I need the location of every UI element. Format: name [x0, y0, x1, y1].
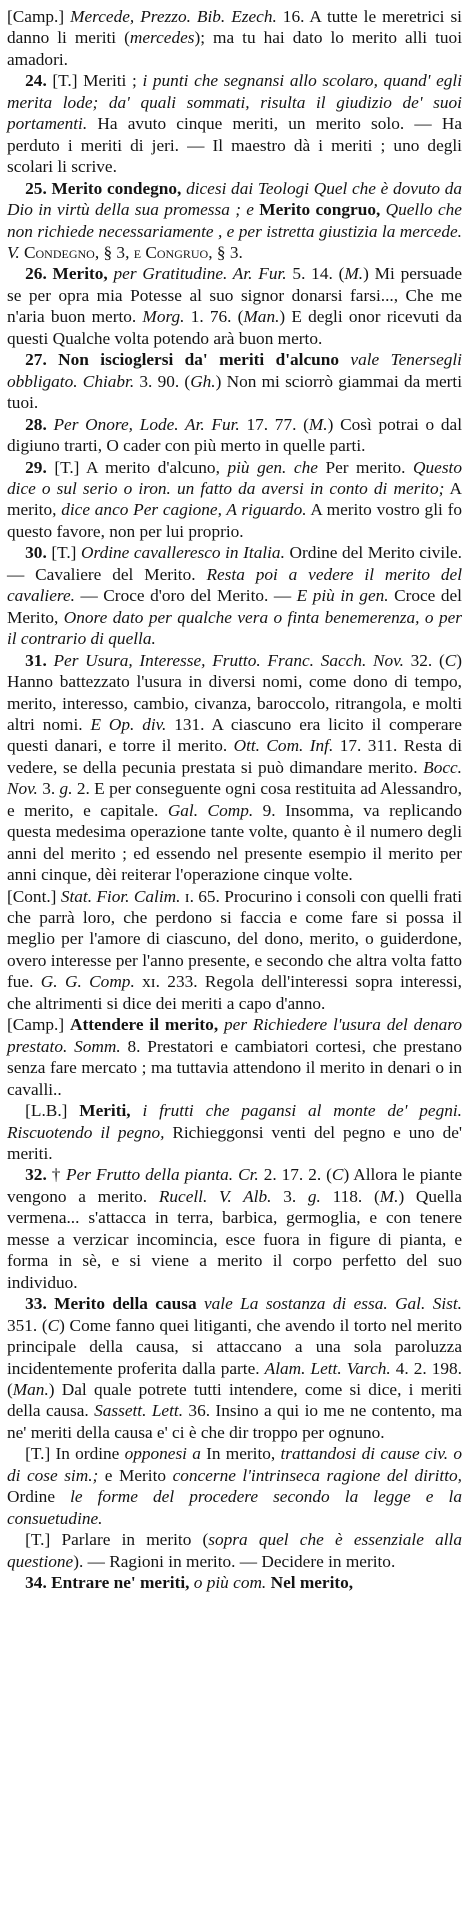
text-run: Morg. — [142, 307, 185, 327]
text-run: [Camp.] — [7, 7, 71, 26]
text-run: per Richiedere l'usura del denaro prestato. Somm. — [7, 1015, 462, 1056]
dictionary-entry — [7, 1443, 462, 1529]
text-run: vale Tenersegli obbligato. Chiabr. — [7, 350, 462, 391]
text-run: le forme del procedere secondo la legge e la consuetudine. — [7, 1487, 463, 1528]
text-run: 3. 90. ( — [134, 371, 191, 391]
text-run: Rucell. V. Alb. — [158, 1186, 272, 1206]
text-run: e Merito — [98, 1465, 173, 1485]
text-run: g. — [307, 1186, 321, 1206]
text-run: ); ma tu hai dato lo merito alli tuoi amadori. — [7, 28, 462, 69]
text-run: Onore dato per qualche vera o finta benemerenza, o per il contrario di quella. — [7, 607, 462, 649]
text-run: Sassett. Lett. — [94, 1401, 184, 1421]
text-run: G. G. Comp. — [40, 972, 135, 992]
text-run: Merito congruo, — [259, 200, 386, 220]
text-run: Gh. — [190, 371, 216, 391]
dictionary-entry — [7, 263, 462, 349]
text-run: Croce del Merito, — [7, 586, 462, 627]
text-run: o più com. — [193, 1573, 267, 1593]
text-run: [T.] A merito d'alcuno, — [54, 457, 228, 477]
dictionary-entry — [7, 457, 462, 543]
text-run: 26. Merito, — [25, 264, 114, 284]
text-run: A merito, — [7, 478, 462, 520]
text-run: 3. — [37, 779, 60, 799]
text-run: ) Dal quale potrete tutti intendere, come si dice, i meriti della causa. — [7, 1380, 462, 1421]
text-run: ) Così potrai o dal digiuno trarti, O cader con più merto in quelle parti. — [7, 414, 463, 456]
text-run: ). — Ragioni in merito. — Decidere in merito. — [73, 1551, 396, 1571]
text-run: Questo dice o sul serio o iron. un fatto da aversi in conto di merito; — [7, 457, 462, 498]
text-run: 36. Insino a qui io me ne contento, ma ne' meriti della causa e' ci è che dir troppo per ognuno. — [7, 1401, 463, 1442]
text-run: E Op. div. — [90, 714, 167, 734]
text-run: Ott. Com. Inf. — [233, 736, 334, 756]
text-run: Per merito. — [317, 457, 414, 477]
dictionary-entry — [7, 349, 462, 413]
dictionary-entry — [7, 542, 462, 649]
text-run: 131. A ciascuno era licito il comperare questi danari, e torre il merito. — [7, 714, 462, 756]
text-run: mercedes — [129, 28, 195, 48]
dictionary-entry — [7, 1293, 462, 1443]
text-run: 5. 14. ( — [286, 264, 345, 284]
text-run: più gen. che — [227, 457, 318, 477]
text-run: 30. — [25, 543, 52, 563]
text-run: 27. Non iscioglersi da' meriti d'alcuno — [25, 350, 351, 370]
text-run: ) E degli onor ricevuti da questi Qualche volta potendo arà buon merto. — [7, 307, 462, 348]
text-run: [T.] Meriti ; — [52, 71, 143, 91]
text-run: [Camp.] — [7, 1015, 70, 1035]
text-run: 17. 311. Resta di vedere, se della pecunia prestata si può dimandare merito. — [7, 736, 463, 777]
text-run: 25. Merito condegno, — [25, 178, 187, 198]
dictionary-entry — [7, 1529, 462, 1572]
text-run: i frutti che pagansi al monte de' pegni. Riscuotendo il pegno, — [7, 1101, 462, 1142]
text-run: dice anco Per cagione, A riguardo. — [61, 500, 307, 520]
text-run: [T.] Parlare in merito ( — [25, 1530, 209, 1550]
text-run: Quello che non richiede necessariamente , e per istretta giustizia la mercede. V. — [7, 200, 462, 262]
text-run: Resta poi a vedere il merito del cavaliere. — [7, 564, 462, 606]
text-run: ) Hanno battezzato l'usura in diversi nomi, come dono di tempo, merito, interesso, cambio, civanza, baroccolo, ritrangola, e molti altri nomi. — [7, 650, 462, 734]
dictionary-entry — [7, 650, 462, 886]
text-run: † — [51, 1165, 67, 1185]
text-run: — Croce d'oro del Merito. — — [74, 586, 297, 606]
text-run: A merito vostro gli fo questo favore, non per lui proprio. — [7, 500, 462, 541]
text-run: C — [331, 1165, 344, 1185]
text-run: 32. ( — [403, 650, 445, 670]
text-run: [T.] — [51, 543, 81, 563]
text-run: Per Frutto della pianta. Cr. — [66, 1165, 259, 1185]
text-run: ) Mi persuade se per opra mia Potesse al suo signor donarsi farsi..., Che me n'aria buon merto. — [7, 264, 462, 327]
text-run: Ordine cavalleresco in Italia. — [81, 543, 285, 563]
text-run: 2. E per conseguente ogni cosa restituita ad Alessandro, e merito, e capitale. — [7, 779, 462, 820]
text-run: Alam. Lett. Varch. — [264, 1358, 391, 1378]
dictionary-entry — [7, 414, 462, 457]
text-run: M. — [344, 264, 364, 284]
text-run: 351. ( — [7, 1315, 48, 1335]
dictionary-entry — [7, 1572, 462, 1593]
text-run: 118. ( — [320, 1186, 380, 1206]
dictionary-entry — [7, 178, 462, 264]
text-run: [L.B.] — [25, 1101, 80, 1121]
text-run: 24. — [25, 71, 53, 91]
text-run: 16. A tutte le meretrici si danno li meriti ( — [7, 7, 462, 48]
text-run: M. — [308, 414, 328, 434]
text-run: 3. — [271, 1186, 308, 1206]
text-run: Mercede, Prezzo. Bib. Ezech. — [70, 7, 277, 26]
text-run: Richieggonsi venti del pegno e uno de' meriti. — [7, 1122, 462, 1164]
text-run: 2. 17. 2. ( — [258, 1165, 332, 1185]
text-run: C — [444, 650, 457, 670]
text-run: Ha avuto cinque meriti, un merito solo. — Ha perduto i meriti di jeri. — Il maestro dà i meriti ; uno degli scolari li scrive. — [7, 114, 462, 177]
text-run: M. — [379, 1186, 399, 1206]
text-run: C — [47, 1315, 60, 1335]
dictionary-entry — [7, 1164, 462, 1293]
text-run: [T.] In ordine — [25, 1444, 125, 1464]
text-run: Man. — [12, 1380, 49, 1399]
text-run: g. — [59, 779, 73, 799]
text-run: Ordine del Merito civile. — Cavaliere del Merito. — [7, 543, 462, 584]
text-run: Stat. Fior. Calim. — [60, 886, 181, 906]
text-run: In merito, — [200, 1444, 281, 1464]
dictionary-entry — [7, 6, 462, 70]
text-run: Gal. Comp. — [167, 800, 254, 820]
text-run: vale La sostanza di essa. Gal. Sist. — [204, 1294, 462, 1314]
dictionary-entry — [7, 886, 462, 1015]
text-run: concerne l'intrinseca ragione del diritto, — [172, 1465, 462, 1485]
text-run: xɪ. 233. Regola dell'interessi sopra interessi, che altrimenti si dice dei meriti a capo d'anno. — [7, 972, 462, 1013]
text-run: 34. Entrare ne' meriti, — [25, 1573, 194, 1593]
dictionary-entry — [7, 1100, 462, 1164]
text-run: Meriti, — [79, 1101, 143, 1121]
text-run: Condegno, § 3, e Congruo, § 3. — [19, 242, 243, 262]
text-run: 1. 76. ( — [184, 307, 244, 327]
text-run: 8. Prestatori e cambiatori cortesi, che prestano senza fare mercato ; ma tuttavia attendono il merito in denari o in cavalli.. — [7, 1036, 462, 1099]
text-run: 9. Insomma, va replicando questa medesima operazione tante volte, quanto è il numero degli anni del merito ; ed essendo nel presente esempio il merito per anni cinque, dèi reiterar l'operazione cinque volte. — [7, 800, 462, 885]
text-run: 17. 77. ( — [239, 414, 309, 434]
text-run: Nel merito, — [270, 1573, 354, 1593]
dictionary-entry — [7, 1014, 462, 1100]
text-run: opponesi a — [124, 1444, 201, 1464]
text-run: Ordine — [7, 1487, 71, 1507]
text-run: 31. — [25, 650, 54, 670]
text-run: ) Non mi sciorrò giammai da merti tuoi. — [7, 371, 462, 413]
text-run: ) Allora le piante vengono a merito. — [7, 1165, 463, 1206]
text-run: per Gratitudine. Ar. Fur. — [113, 264, 287, 284]
text-run: ɪ. 65. Procurino i consoli con quelli frati che parrà loro, che perdono si faccia e come fare si possa il meglio per l'amore di ciascuno, del dono, merito, o guiderdone, overo interesse per l'anno presente, e secondo che altra volta fatto fue. — [7, 886, 462, 992]
dictionary-entry — [7, 70, 462, 177]
text-run: [Cont.] — [7, 886, 61, 906]
text-run: dicesi dai Teologi Quel che è dovuto da Dio in virtù della sua promessa ; e — [7, 178, 462, 220]
text-run: Bocc. Nov. — [7, 757, 462, 799]
text-run: Per Onore, Lode. Ar. Fur. — [53, 414, 240, 434]
text-run: 4. 2. 198. ( — [7, 1358, 462, 1399]
text-run: sopra quel che è essenziale alla questione — [7, 1530, 462, 1571]
text-run: 28. — [25, 414, 54, 434]
text-run: E più in gen. — [296, 586, 389, 606]
text-run: Man. — [243, 307, 280, 327]
text-run: ) Quella vermena... s'attacca in terra, barbica, germoglia, e con tenere messe a verzicar incomincia, esce fuora in figure di pianta, e forma in sè, e si viene a merito il corpo perfetto del suo individuo. — [7, 1186, 462, 1292]
text-run: ) Come fanno quei litiganti, che avendo il torto nel merito principale della causa, si attaccano a una sola paroluzza incidentemente proferita dalla parte. — [7, 1315, 462, 1378]
text-run: Per Usura, Interesse, Frutto. Franc. Sacch. Nov. — [53, 650, 404, 670]
text-run: Attendere il merito, — [69, 1015, 225, 1035]
text-run: i punti che segnansi allo scolaro, quand' egli merita lode; da' quali sommati, risulta il giudizio de' suoi portamenti. — [7, 71, 462, 134]
text-run: 33. Merito della causa — [25, 1294, 204, 1314]
text-run: 32. — [25, 1165, 52, 1185]
text-run: trattandosi di cause civ. o di cose sim.; — [7, 1444, 462, 1485]
text-run: 29. — [25, 457, 55, 477]
